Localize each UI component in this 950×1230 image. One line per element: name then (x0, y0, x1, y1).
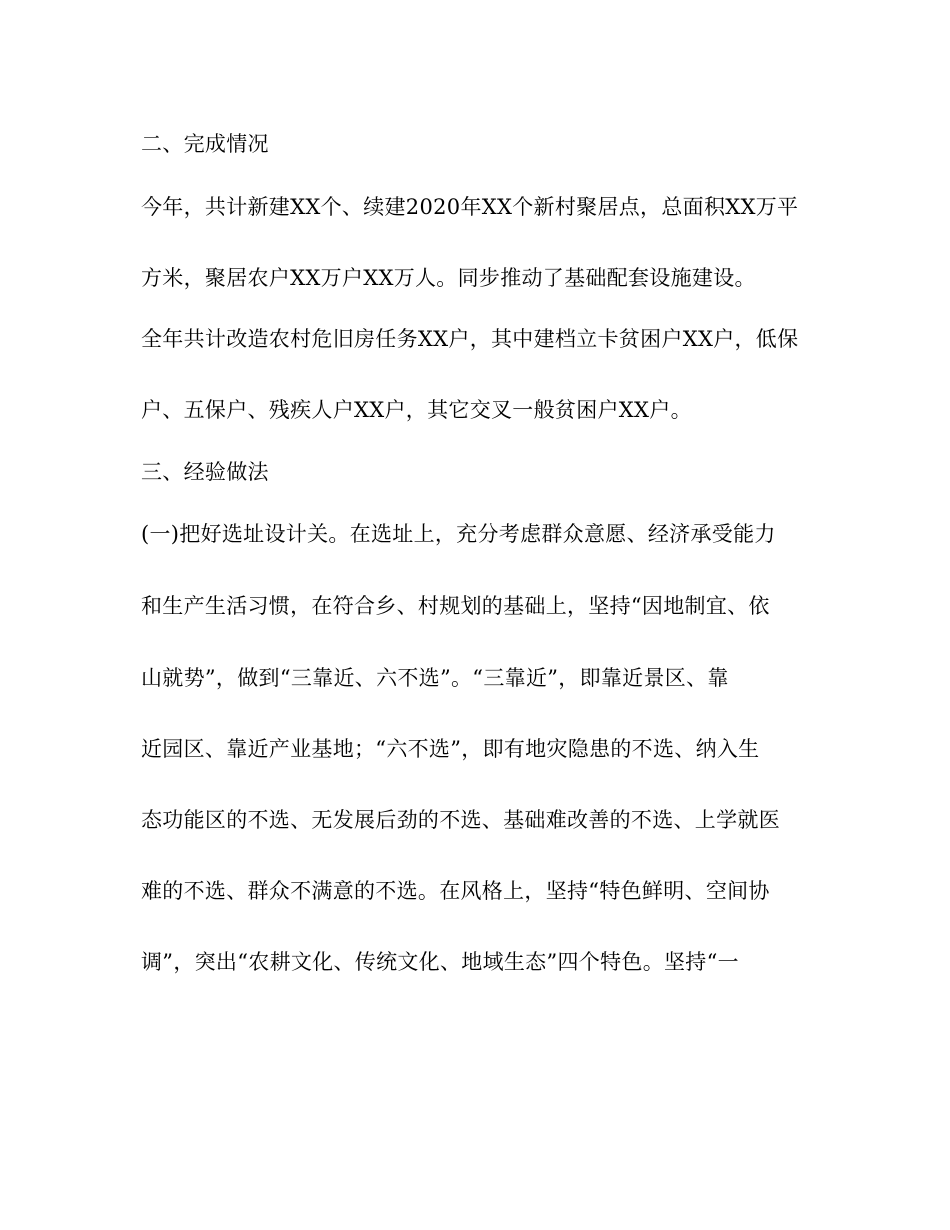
paragraph-line: 调”，突出“农耕文化、传统文化、地域生态”四个特色。坚持“一 (141, 950, 739, 974)
paragraph-line: 难的不选、群众不满意的不选。在风格上，坚持“特色鲜明、空间协 (141, 879, 770, 903)
paragraph-line: 户、五保户、残疾人户XX户，其它交叉一般贫困户XX户。 (141, 398, 692, 422)
paragraph-line: 近园区、靠近产业基地；“六不选”，即有地灾隐患的不选、纳入生 (141, 737, 760, 761)
paragraph-line: 今年，共计新建XX个、续建2020年XX个新村聚居点，总面积XX万平 (141, 195, 799, 219)
paragraph-line: 态功能区的不选、无发展后劲的不选、基础难改善的不选、上学就医 (141, 808, 780, 832)
section-heading-completion: 二、完成情况 (141, 132, 269, 156)
paragraph-line: (一)把好选址设计关。在选址上，充分考虑群众意愿、经济承受能力 (141, 522, 776, 546)
paragraph-line: 和生产生活习惯，在符合乡、村规划的基础上，坚持“因地制宜、依 (141, 594, 770, 618)
section-heading-experience: 三、经验做法 (141, 460, 269, 484)
paragraph-line: 全年共计改造农村危旧房任务XX户，其中建档立卡贫困户XX户，低保 (141, 327, 799, 351)
paragraph-line: 方米，聚居农户XX万户XX万人。同步推动了基础配套设施建设。 (141, 266, 756, 290)
paragraph-line: 山就势”，做到“三靠近、六不选”。“三靠近”，即靠近景区、靠 (141, 666, 729, 690)
